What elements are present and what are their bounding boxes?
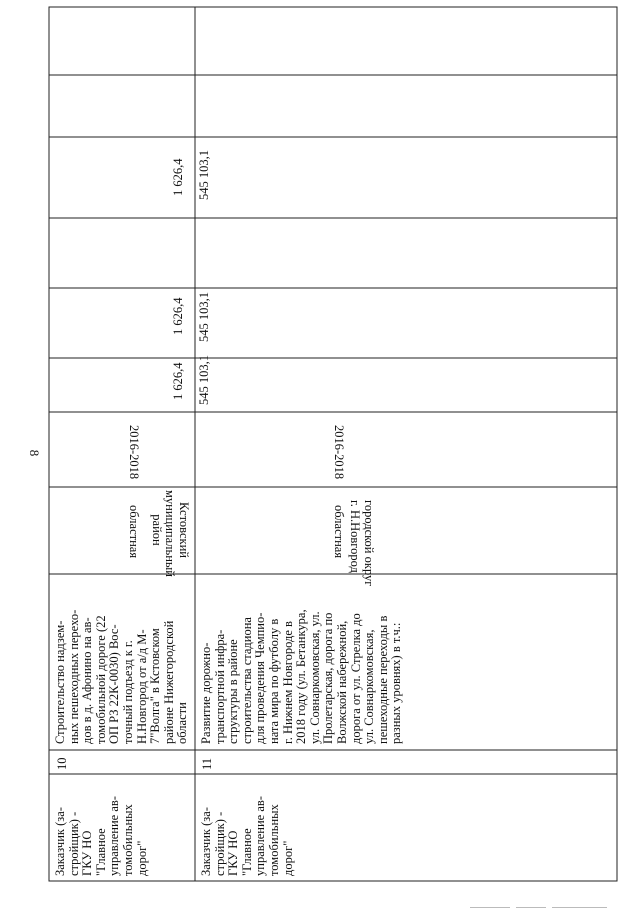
object-cell: Строительство надзем- ных пешеходных перехо- дов в д. Афонино на ав- томобильной дороге (22 ОП РЗ 22К-0030) Вос- точный подъезд к г. Н.Новгород от а/д М- 7"Волга" в Кстовском районе Нижегородской области xyxy=(53,609,190,744)
footer-marks xyxy=(470,895,613,913)
row-number: 11 xyxy=(200,757,214,770)
customer-cell: Заказчик (за- стройщик) - ГКУ НО "Главное управление ав- томобильных дорог" xyxy=(53,796,149,876)
municipality-cell: городской округ г. Н.Новгород xyxy=(348,500,376,587)
value-regional: 1 626,4 xyxy=(171,297,185,335)
value-2016: 545 103,1 xyxy=(197,150,211,200)
page-number: 8 xyxy=(27,449,42,457)
period: 2016-2018 xyxy=(332,425,346,480)
municipality-cell: Кстовский муниципальный район xyxy=(149,490,191,577)
period: 2016-2018 xyxy=(127,425,141,480)
customer-cell: Заказчик (за- стройщик) - ГКУ НО "Главное управление ав- томобильных дорог" xyxy=(199,796,295,876)
value-2016: 1 626,4 xyxy=(171,158,185,196)
budget-level: областная xyxy=(127,505,141,559)
row-number: 10 xyxy=(55,757,69,770)
value-total: 1 626,4 xyxy=(171,362,185,400)
value-regional: 545 103,1 xyxy=(197,292,211,342)
budget-level: областная xyxy=(332,505,346,559)
object-cell: Развитие дорожно- транспортной инфра- структуры в районе строительства стадиона для проведения Чемпио- ната мира по футболу в г. Нижнем Новгороде в 2018 году (ул. Бетанкура, ул. Совнаркомовская, ул. Пролетарская, дорога по Волжской набережной, дорога от ул. Стрелка до ул. Совнаркомовская, пешеходные переходы в разных уровнях) в т.ч.: xyxy=(199,609,404,744)
value-total: 545 103,1 xyxy=(197,355,211,405)
